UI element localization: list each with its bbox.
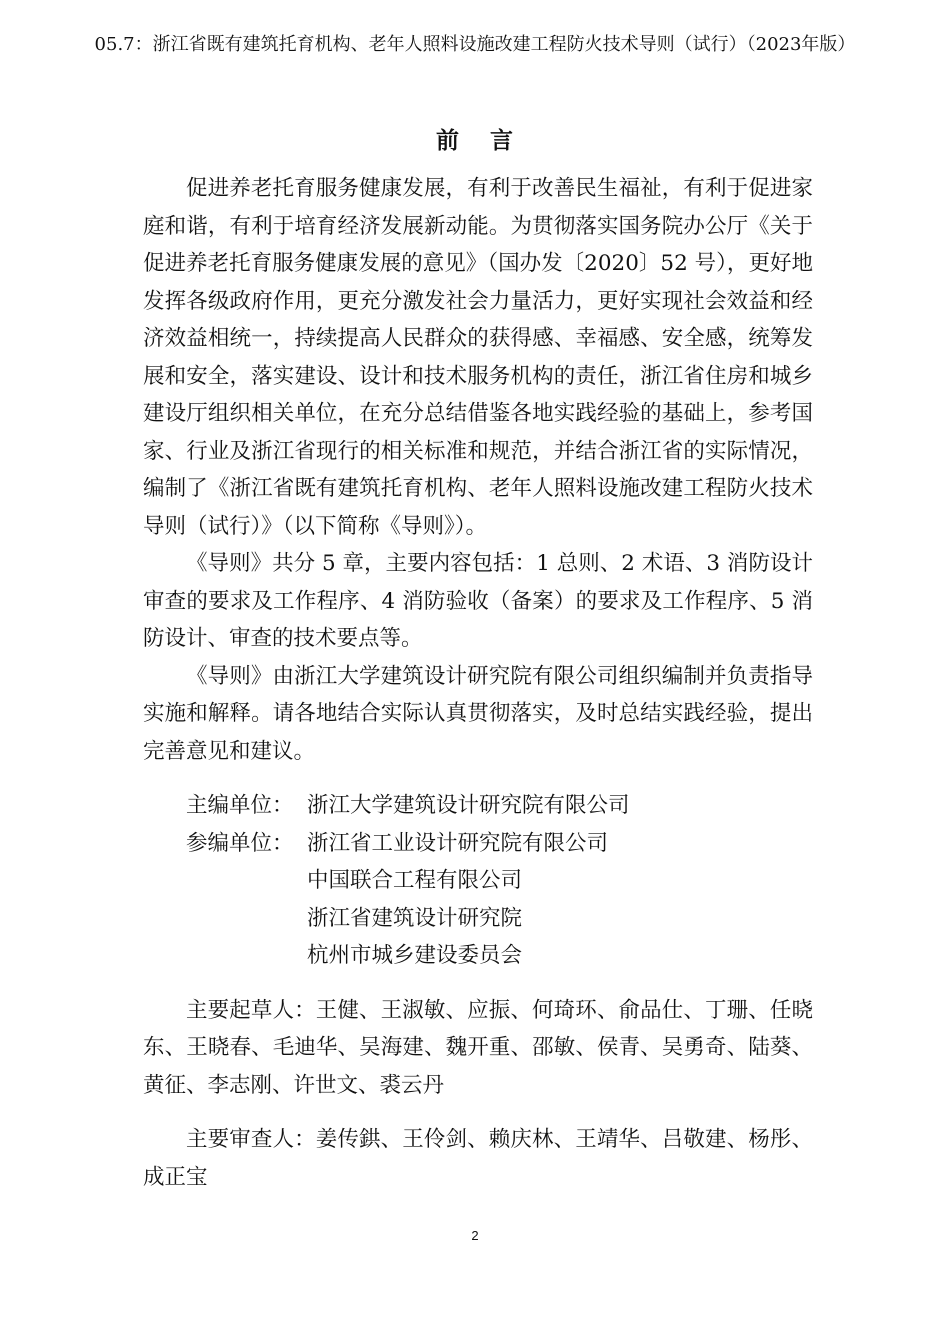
participating-unit-name: 杭州市城乡建设委员会 <box>307 943 523 968</box>
chief-unit-name: 浙江大学建筑设计研究院有限公司 <box>307 793 630 818</box>
drafters-list: 主要起草人：王健、王淑敏、应振、何琦环、俞品仕、丁珊、任晓东、王晓春、毛迪华、吴海建、魏开重、邵敏、侯青、吴勇奇、陆葵、黄征、李志刚、许世文、裘云丹 <box>143 997 813 1098</box>
participating-unit-label: 参编单位： <box>186 830 294 856</box>
paragraph-background: 促进养老托育服务健康发展，有利于改善民生福祉，有利于促进家庭和谐，有利于培育经济发展新动能。为贯彻落实国务院办公厅《关于促进养老托育服务健康发展的意见》（国办发〔2020〕52 号），更好地发挥各级政府作用，更充分激发社会力量活力，更好实现社会效益和经济效益相统一，持续提高人民群众的获得感、幸福感、安全感，统筹发展和安全，落实建设、设计和技术服务机构的责任，浙江省住房和城乡建设厅组织相关单位，在充分总结借鉴各地实践经验的基础上，参考国家、行业及浙江省现行的相关标准和规范，并结合浙江省的实际情况，编制了《浙江省既有建筑托育机构、老年人照料设施改建工程防火技术导则（试行）》（以下简称《导则》）。 <box>143 176 813 539</box>
participating-unit-name: 浙江省工业设计研究院有限公司 <box>307 830 609 856</box>
chief-unit-row <box>143 787 813 825</box>
paragraph-contents: 《导则》共分 5 章，主要内容包括：1 总则、2 术语、3 消防设计审查的要求及工作程序、4 消防验收（备案）的要求及工作程序、5 消防设计、审查的技术要点等。 <box>143 551 813 651</box>
participating-unit-list <box>307 825 608 975</box>
paragraph-responsibility: 《导则》由浙江大学建筑设计研究院有限公司组织编制并负责指导实施和解释。请各地结合实际认真贯彻落实，及时总结实践经验，提出完善意见和建议。 <box>143 663 813 764</box>
participating-unit-name: 中国联合工程有限公司 <box>307 868 523 893</box>
running-header: 05.7：浙江省既有建筑托育机构、老年人照料设施改建工程防火技术导则（试行）（2023年版） <box>94 34 856 55</box>
page-title <box>0 122 950 155</box>
page-number: 2 <box>471 1228 479 1243</box>
reviewers-list: 主要审查人：姜传鉷、王伶剑、赖庆林、王靖华、吕敬建、杨彤、成正宝 <box>143 1127 813 1190</box>
title-char-2: 言 <box>490 127 514 154</box>
credits-block <box>143 787 813 975</box>
chief-unit-label: 主编单位： <box>186 793 294 818</box>
chief-unit-list <box>307 787 630 825</box>
document-body <box>143 170 813 1196</box>
title-char-1: 前 <box>436 127 460 154</box>
participating-unit-row <box>143 825 813 975</box>
participating-unit-name: 浙江省建筑设计研究院 <box>307 905 523 931</box>
